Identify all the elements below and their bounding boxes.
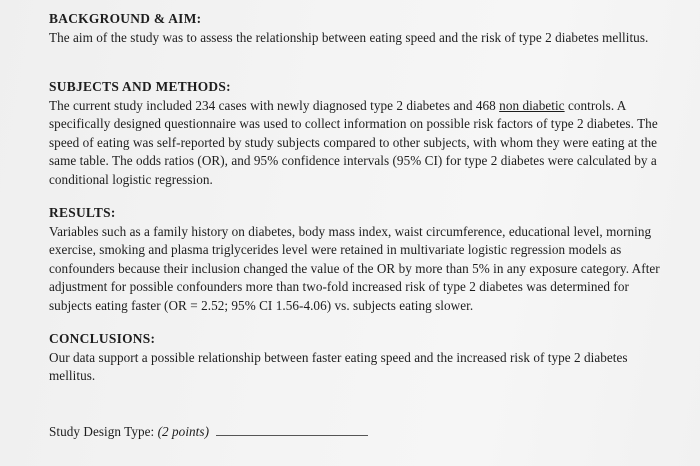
methods-text xyxy=(49,97,672,190)
methods-heading: SUBJECTS AND METHODS: xyxy=(49,79,231,94)
study-design-label: Study Design Type: xyxy=(49,424,155,439)
background-heading: BACKGROUND & AIM: xyxy=(49,11,202,26)
answer-blank-line[interactable] xyxy=(216,423,368,436)
study-design-question xyxy=(49,423,368,440)
study-design-points: (2 points) xyxy=(157,424,210,439)
results-heading: RESULTS: xyxy=(49,205,116,220)
methods-section xyxy=(49,78,672,189)
results-text: Variables such as a family history on diabetes, body mass index, waist circumference, educational level, morning exercise, smoking and plasma triglycerides level were retained in multivariate logistic regression models as confounders because their inclusion changed the value of the OR by more than 5% in any exposure category. After adjustment for possible confounders more than two-fold increased risk of type 2 diabetes was determined for subjects eating faster (OR = 2.52; 95% CI 1.56-4.06) vs. subjects eating slower. xyxy=(49,223,660,313)
methods-underlined-term: non diabetic xyxy=(499,97,565,113)
methods-text-part2: controls. A specifically designed questionnaire was used to collect information on possible risk factors of type 2 diabetes. The speed of eating was self-reported by study subjects compared to other subjects, with whom they were eating at the same table. The odds ratios (OR), and 95% confidence intervals (95% CI) for type 2 diabetes were calculated by a conditional logistic regression. xyxy=(49,97,658,187)
conclusions-text: Our data support a possible relationship between faster eating speed and the increased risk of type 2 diabetes mellitus. xyxy=(49,349,628,383)
methods-text-part1: The current study included 234 cases with newly diagnosed type 2 diabetes and 468 xyxy=(49,97,500,113)
background-section xyxy=(49,10,672,47)
background-text: The aim of the study was to assess the relationship between eating speed and the risk of type 2 diabetes mellitus. xyxy=(49,29,649,45)
conclusions-heading: CONCLUSIONS: xyxy=(49,331,156,346)
results-section xyxy=(49,204,672,315)
conclusions-section xyxy=(49,330,672,386)
